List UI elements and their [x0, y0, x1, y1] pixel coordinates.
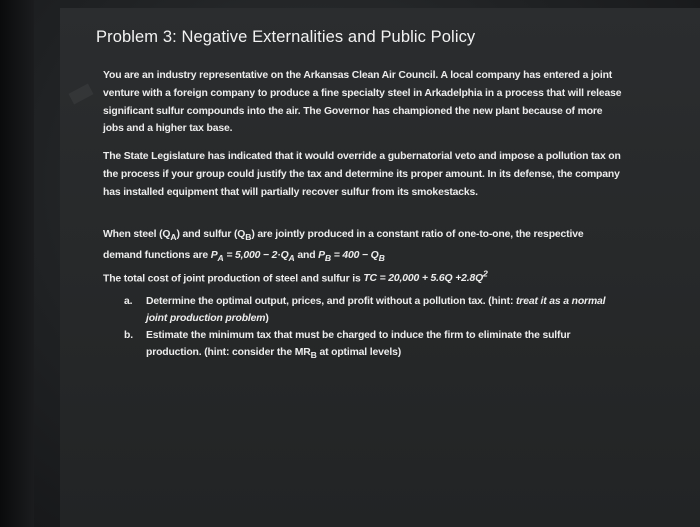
- demand-b-equation: $P_B = 400 - Q_B$: [318, 249, 385, 263]
- paragraph-context: You are an industry representative on the Arkansas Clean Air Council. A local company has entered a joint venture with a foreign company to produce a fine specialty steel in Arkadelphia in a process that will release significant sulfur compounds into the air. The Governor has championed the new plant because of more jobs and a higher tax base.: [103, 70, 622, 135]
- subscript: A: [170, 232, 177, 243]
- subscript: B: [245, 232, 252, 243]
- paragraph-legislature: The State Legislature has indicated that it would override a gubernatorial veto and impose a pollution tax on the process if your group could justify the tax and determine its proper amount. In its defense, the company has installed equipment that will partially recover sulfur from its smokestacks.: [103, 151, 621, 198]
- text-span: and: [294, 249, 319, 261]
- text-span: ) and sulfur (Q: [176, 229, 246, 240]
- text-span: The total cost of joint production of steel and sulfur is: [103, 273, 364, 285]
- list-marker: a.: [124, 296, 133, 307]
- list-marker: b.: [124, 330, 133, 341]
- demand-a-equation: $P_A = 5,000 - 2\cdot Q_A$: [210, 249, 295, 263]
- hint-text: treat it as a normal joint production problem: [146, 296, 606, 324]
- paragraph-demand-functions: [103, 226, 623, 268]
- problem-title: Problem 3: Negative Externalities and Public Policy: [96, 28, 476, 46]
- question-b-text: Estimate the minimum tax that must be charged to induce the firm to eliminate the sulfur production. (hint: consider the $MR_B$ at optimal levels): [146, 330, 571, 360]
- question-a: [124, 294, 624, 327]
- text-span: ) are jointly produced in a constant ratio of one-to-one, the respective demand functions are: [103, 229, 584, 261]
- monitor-bezel: [0, 0, 34, 527]
- question-a-text: Determine the optimal output, prices, and profit without a pollution tax. (hint: treat it as a normal joint production problem): [146, 296, 606, 324]
- total-cost-equation: TC = $20,000 + 5.6Q +2.8Q^2$: [363, 269, 488, 285]
- paragraph-total-cost: [103, 266, 623, 288]
- question-b: [124, 328, 624, 363]
- text-span: When steel (Q: [103, 229, 171, 240]
